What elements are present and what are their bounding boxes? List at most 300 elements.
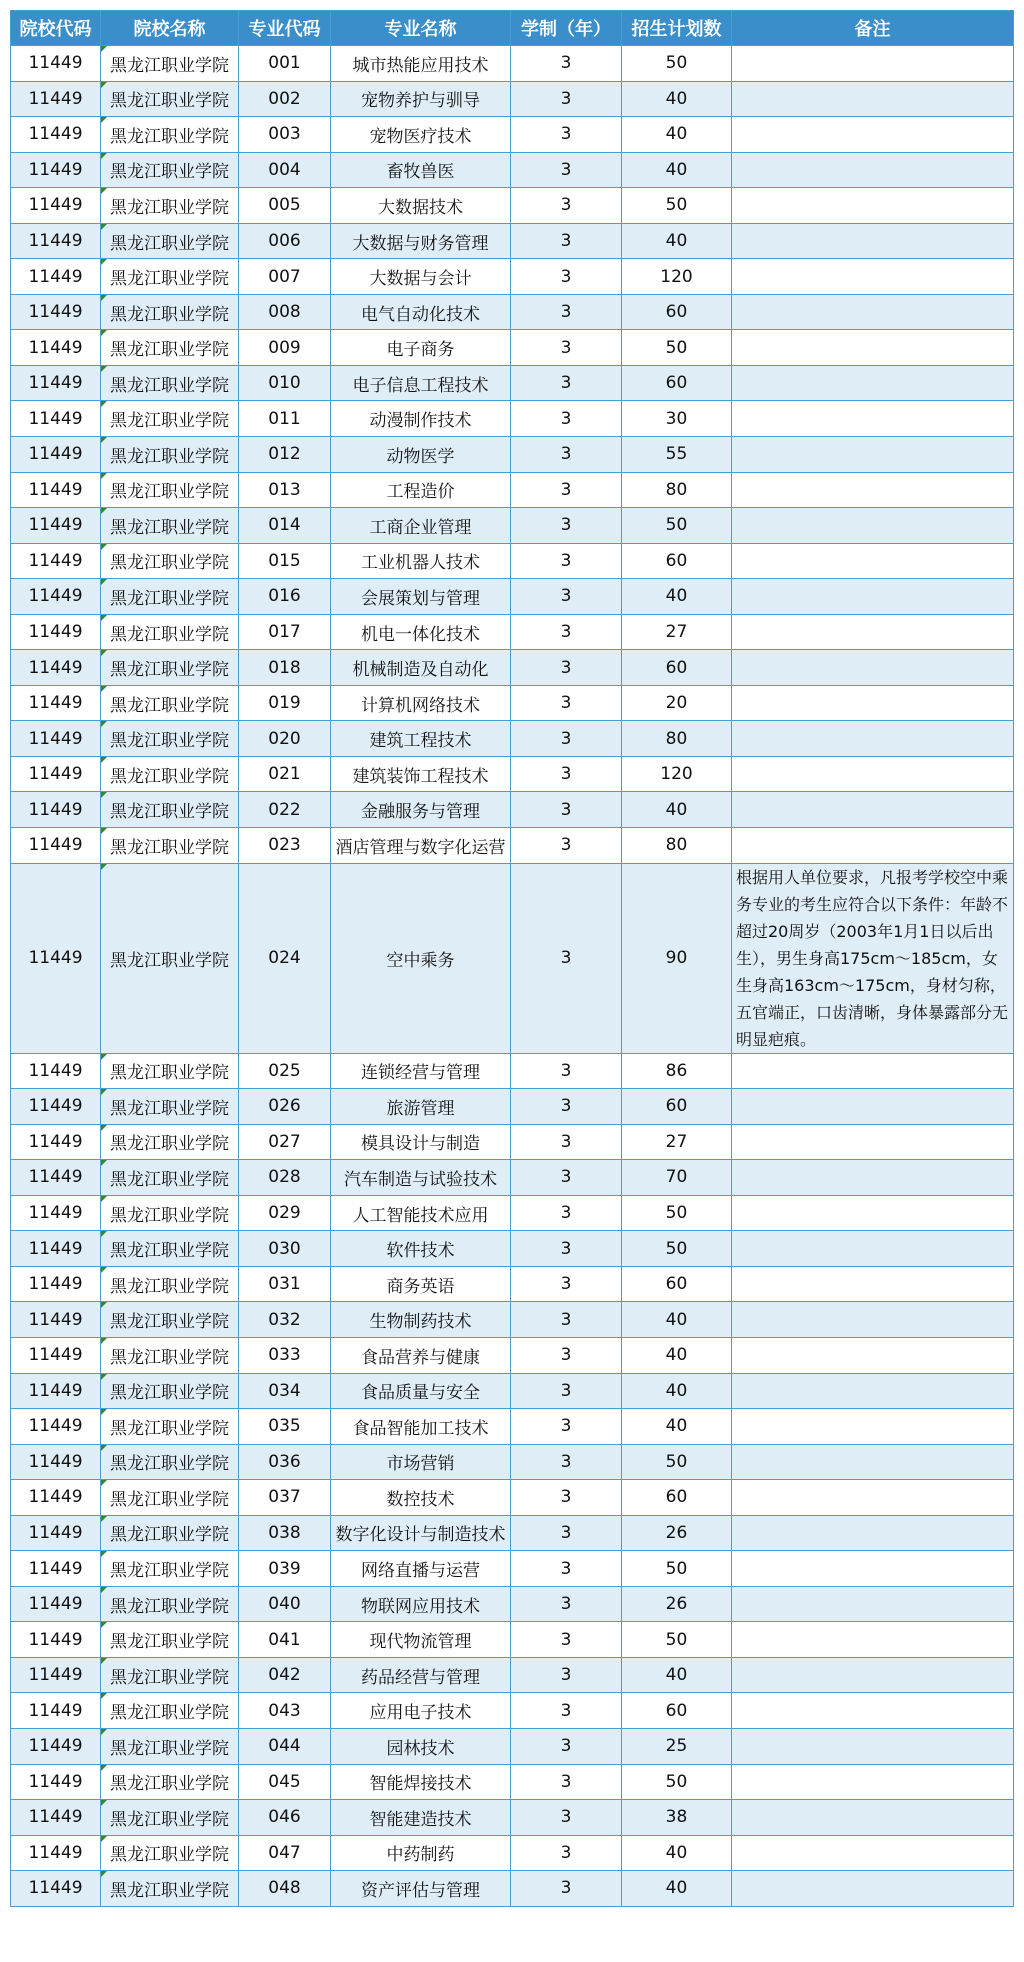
table-row [11, 188, 1014, 224]
cell-years: 3 [511, 1444, 622, 1480]
cell-school-code: 11449 [11, 1089, 101, 1125]
table-row [11, 1515, 1014, 1551]
cell-years: 3 [511, 756, 622, 792]
cell-note [732, 1053, 1014, 1089]
table-row [11, 1480, 1014, 1516]
cell-plan-count: 40 [622, 1373, 732, 1409]
cell-plan-count: 40 [622, 1409, 732, 1445]
cell-plan-count: 80 [622, 472, 732, 508]
table-row [11, 401, 1014, 437]
cell-years: 3 [511, 543, 622, 579]
cell-major-name: 大数据与会计 [331, 259, 511, 295]
cell-school-code: 11449 [11, 1053, 101, 1089]
cell-school-name: 黑龙江职业学院 [101, 1337, 239, 1373]
cell-school-code: 11449 [11, 259, 101, 295]
cell-school-code: 11449 [11, 543, 101, 579]
cell-school-code: 11449 [11, 1480, 101, 1516]
cell-plan-count: 40 [622, 1835, 732, 1871]
cell-note [732, 579, 1014, 615]
cell-years: 3 [511, 1124, 622, 1160]
cell-note [732, 472, 1014, 508]
cell-years: 3 [511, 188, 622, 224]
table-row [11, 1835, 1014, 1871]
cell-school-name: 黑龙江职业学院 [101, 756, 239, 792]
cell-years: 3 [511, 1835, 622, 1871]
cell-major-name: 电子商务 [331, 330, 511, 366]
table-row [11, 1657, 1014, 1693]
cell-major-name: 网络直播与运营 [331, 1551, 511, 1587]
cell-note [732, 330, 1014, 366]
cell-major-code: 002 [239, 81, 331, 117]
table-row [11, 1160, 1014, 1196]
header-school-name: 院校名称 [101, 11, 239, 46]
cell-plan-count: 25 [622, 1728, 732, 1764]
table-row [11, 1302, 1014, 1338]
cell-school-name: 黑龙江职业学院 [101, 1728, 239, 1764]
table-row [11, 828, 1014, 864]
cell-major-code: 036 [239, 1444, 331, 1480]
cell-major-name: 汽车制造与试验技术 [331, 1160, 511, 1196]
cell-years: 3 [511, 614, 622, 650]
cell-note [732, 685, 1014, 721]
cell-school-code: 11449 [11, 1444, 101, 1480]
table-row [11, 543, 1014, 579]
table-row [11, 365, 1014, 401]
cell-major-code: 013 [239, 472, 331, 508]
cell-school-code: 11449 [11, 614, 101, 650]
cell-plan-count: 86 [622, 1053, 732, 1089]
cell-plan-count: 70 [622, 1160, 732, 1196]
table-row [11, 152, 1014, 188]
cell-school-name: 黑龙江职业学院 [101, 650, 239, 686]
cell-major-name: 会展策划与管理 [331, 579, 511, 615]
cell-school-name: 黑龙江职业学院 [101, 1480, 239, 1516]
cell-major-code: 035 [239, 1409, 331, 1445]
cell-note [732, 1409, 1014, 1445]
cell-note [732, 1693, 1014, 1729]
cell-major-name: 动漫制作技术 [331, 401, 511, 437]
cell-school-name: 黑龙江职业学院 [101, 188, 239, 224]
table-row [11, 472, 1014, 508]
table-row [11, 1444, 1014, 1480]
cell-major-name: 动物医学 [331, 437, 511, 473]
cell-major-code: 020 [239, 721, 331, 757]
cell-plan-count: 50 [622, 1444, 732, 1480]
cell-plan-count: 40 [622, 579, 732, 615]
table-row [11, 792, 1014, 828]
table-row [11, 1551, 1014, 1587]
table-row [11, 579, 1014, 615]
cell-major-code: 044 [239, 1728, 331, 1764]
table-row [11, 1266, 1014, 1302]
enrollment-plan-table [10, 10, 1014, 1907]
header-row [11, 11, 1014, 46]
cell-school-code: 11449 [11, 1871, 101, 1907]
cell-school-name: 黑龙江职业学院 [101, 1266, 239, 1302]
cell-school-name: 黑龙江职业学院 [101, 1089, 239, 1125]
cell-major-name: 宠物医疗技术 [331, 117, 511, 153]
cell-school-code: 11449 [11, 1337, 101, 1373]
cell-years: 3 [511, 721, 622, 757]
cell-major-code: 022 [239, 792, 331, 828]
cell-school-name: 黑龙江职业学院 [101, 437, 239, 473]
cell-school-code: 11449 [11, 472, 101, 508]
cell-major-code: 018 [239, 650, 331, 686]
cell-note [732, 1800, 1014, 1836]
cell-school-code: 11449 [11, 437, 101, 473]
cell-school-code: 11449 [11, 1231, 101, 1267]
cell-school-name: 黑龙江职业学院 [101, 1124, 239, 1160]
cell-plan-count: 26 [622, 1586, 732, 1622]
cell-years: 3 [511, 1337, 622, 1373]
cell-years: 3 [511, 579, 622, 615]
cell-note [732, 1124, 1014, 1160]
cell-school-name: 黑龙江职业学院 [101, 259, 239, 295]
table-row [11, 1622, 1014, 1658]
cell-major-name: 数字化设计与制造技术 [331, 1515, 511, 1551]
cell-school-code: 11449 [11, 81, 101, 117]
cell-plan-count: 38 [622, 1800, 732, 1836]
cell-years: 3 [511, 685, 622, 721]
cell-school-code: 11449 [11, 1266, 101, 1302]
cell-major-code: 015 [239, 543, 331, 579]
cell-years: 3 [511, 294, 622, 330]
cell-major-code: 031 [239, 1266, 331, 1302]
cell-school-code: 11449 [11, 117, 101, 153]
table-row [11, 1373, 1014, 1409]
table-row [11, 259, 1014, 295]
cell-major-name: 药品经营与管理 [331, 1657, 511, 1693]
cell-years: 3 [511, 152, 622, 188]
cell-note [732, 1160, 1014, 1196]
header-plan-count: 招生计划数 [622, 11, 732, 46]
cell-school-name: 黑龙江职业学院 [101, 1551, 239, 1587]
cell-years: 3 [511, 1657, 622, 1693]
cell-note [732, 650, 1014, 686]
table-row [11, 81, 1014, 117]
cell-school-name: 黑龙江职业学院 [101, 365, 239, 401]
table-row [11, 223, 1014, 259]
cell-note [732, 1657, 1014, 1693]
cell-school-name: 黑龙江职业学院 [101, 863, 239, 1053]
cell-note [732, 1373, 1014, 1409]
cell-plan-count: 50 [622, 1231, 732, 1267]
cell-note [732, 1480, 1014, 1516]
table-row [11, 1089, 1014, 1125]
cell-major-code: 023 [239, 828, 331, 864]
cell-plan-count: 60 [622, 294, 732, 330]
table-row [11, 863, 1014, 1053]
cell-school-name: 黑龙江职业学院 [101, 1444, 239, 1480]
table-row [11, 1800, 1014, 1836]
cell-major-name: 工业机器人技术 [331, 543, 511, 579]
cell-school-name: 黑龙江职业学院 [101, 1231, 239, 1267]
table-row [11, 46, 1014, 82]
cell-plan-count: 60 [622, 1693, 732, 1729]
cell-major-code: 017 [239, 614, 331, 650]
table-row [11, 1728, 1014, 1764]
cell-major-name: 软件技术 [331, 1231, 511, 1267]
cell-plan-count: 40 [622, 1302, 732, 1338]
cell-years: 3 [511, 46, 622, 82]
table-row [11, 1053, 1014, 1089]
cell-school-name: 黑龙江职业学院 [101, 1871, 239, 1907]
cell-major-name: 园林技术 [331, 1728, 511, 1764]
cell-years: 3 [511, 330, 622, 366]
table-row [11, 1409, 1014, 1445]
cell-years: 3 [511, 1373, 622, 1409]
cell-school-name: 黑龙江职业学院 [101, 1195, 239, 1231]
cell-school-code: 11449 [11, 1764, 101, 1800]
cell-plan-count: 60 [622, 1089, 732, 1125]
cell-major-code: 004 [239, 152, 331, 188]
cell-school-name: 黑龙江职业学院 [101, 81, 239, 117]
cell-school-code: 11449 [11, 650, 101, 686]
table-row [11, 721, 1014, 757]
cell-plan-count: 20 [622, 685, 732, 721]
cell-major-name: 金融服务与管理 [331, 792, 511, 828]
cell-school-name: 黑龙江职业学院 [101, 1373, 239, 1409]
cell-major-name: 数控技术 [331, 1480, 511, 1516]
cell-years: 3 [511, 1764, 622, 1800]
cell-years: 3 [511, 1231, 622, 1267]
cell-major-name: 食品智能加工技术 [331, 1409, 511, 1445]
cell-school-code: 11449 [11, 685, 101, 721]
cell-years: 3 [511, 1515, 622, 1551]
cell-school-code: 11449 [11, 828, 101, 864]
cell-school-code: 11449 [11, 579, 101, 615]
cell-school-name: 黑龙江职业学院 [101, 152, 239, 188]
cell-years: 3 [511, 365, 622, 401]
cell-school-code: 11449 [11, 508, 101, 544]
cell-years: 3 [511, 650, 622, 686]
cell-plan-count: 120 [622, 259, 732, 295]
cell-note: 根据用人单位要求，凡报考学校空中乘务专业的考生应符合以下条件：年龄不超过20周岁（2003年1月1日以后出生），男生身高175cm～185cm，女生身高163cm～175cm，身材匀称，五官端正，口齿清晰，身体暴露部分无明显疤痕。 [732, 863, 1014, 1053]
cell-note [732, 401, 1014, 437]
cell-years: 3 [511, 1728, 622, 1764]
cell-major-code: 007 [239, 259, 331, 295]
cell-note [732, 46, 1014, 82]
cell-school-name: 黑龙江职业学院 [101, 117, 239, 153]
cell-major-code: 021 [239, 756, 331, 792]
table-body [11, 46, 1014, 1907]
cell-years: 3 [511, 828, 622, 864]
cell-years: 3 [511, 1089, 622, 1125]
cell-years: 3 [511, 1053, 622, 1089]
cell-note [732, 152, 1014, 188]
cell-school-name: 黑龙江职业学院 [101, 1800, 239, 1836]
cell-major-code: 019 [239, 685, 331, 721]
cell-plan-count: 50 [622, 46, 732, 82]
cell-major-name: 建筑工程技术 [331, 721, 511, 757]
cell-major-code: 009 [239, 330, 331, 366]
cell-note [732, 1337, 1014, 1373]
cell-years: 3 [511, 437, 622, 473]
cell-major-name: 资产评估与管理 [331, 1871, 511, 1907]
cell-plan-count: 55 [622, 437, 732, 473]
cell-major-code: 030 [239, 1231, 331, 1267]
cell-school-code: 11449 [11, 223, 101, 259]
cell-note [732, 1586, 1014, 1622]
cell-school-name: 黑龙江职业学院 [101, 1515, 239, 1551]
cell-plan-count: 50 [622, 508, 732, 544]
cell-note [732, 756, 1014, 792]
cell-school-code: 11449 [11, 792, 101, 828]
cell-years: 3 [511, 1871, 622, 1907]
cell-years: 3 [511, 1622, 622, 1658]
cell-years: 3 [511, 259, 622, 295]
cell-school-code: 11449 [11, 1409, 101, 1445]
cell-school-code: 11449 [11, 1515, 101, 1551]
cell-major-name: 旅游管理 [331, 1089, 511, 1125]
table-row [11, 1195, 1014, 1231]
cell-plan-count: 26 [622, 1515, 732, 1551]
cell-school-name: 黑龙江职业学院 [101, 1586, 239, 1622]
cell-school-name: 黑龙江职业学院 [101, 828, 239, 864]
cell-major-name: 大数据与财务管理 [331, 223, 511, 259]
table-row [11, 1693, 1014, 1729]
cell-plan-count: 60 [622, 650, 732, 686]
cell-note [732, 792, 1014, 828]
table-row [11, 756, 1014, 792]
cell-school-code: 11449 [11, 863, 101, 1053]
cell-school-name: 黑龙江职业学院 [101, 508, 239, 544]
cell-years: 3 [511, 1480, 622, 1516]
cell-school-code: 11449 [11, 1302, 101, 1338]
cell-plan-count: 40 [622, 1871, 732, 1907]
cell-school-code: 11449 [11, 46, 101, 82]
cell-note [732, 117, 1014, 153]
cell-years: 3 [511, 792, 622, 828]
table-row [11, 1586, 1014, 1622]
cell-major-code: 046 [239, 1800, 331, 1836]
cell-major-code: 005 [239, 188, 331, 224]
cell-major-code: 038 [239, 1515, 331, 1551]
cell-plan-count: 30 [622, 401, 732, 437]
cell-major-code: 048 [239, 1871, 331, 1907]
cell-major-code: 006 [239, 223, 331, 259]
cell-school-name: 黑龙江职业学院 [101, 46, 239, 82]
cell-school-name: 黑龙江职业学院 [101, 579, 239, 615]
cell-note [732, 1764, 1014, 1800]
cell-major-code: 011 [239, 401, 331, 437]
cell-plan-count: 40 [622, 152, 732, 188]
cell-major-code: 027 [239, 1124, 331, 1160]
cell-major-name: 市场营销 [331, 1444, 511, 1480]
cell-plan-count: 40 [622, 792, 732, 828]
cell-plan-count: 80 [622, 721, 732, 757]
cell-major-code: 024 [239, 863, 331, 1053]
header-years: 学制（年） [511, 11, 622, 46]
header-school-code: 院校代码 [11, 11, 101, 46]
cell-note [732, 1231, 1014, 1267]
cell-school-code: 11449 [11, 1373, 101, 1409]
cell-years: 3 [511, 1800, 622, 1836]
cell-years: 3 [511, 1409, 622, 1445]
cell-major-name: 应用电子技术 [331, 1693, 511, 1729]
cell-plan-count: 27 [622, 614, 732, 650]
cell-plan-count: 40 [622, 223, 732, 259]
cell-major-code: 034 [239, 1373, 331, 1409]
cell-major-code: 033 [239, 1337, 331, 1373]
header-major-code: 专业代码 [239, 11, 331, 46]
table-row [11, 1124, 1014, 1160]
cell-major-name: 智能建造技术 [331, 1800, 511, 1836]
cell-school-name: 黑龙江职业学院 [101, 1693, 239, 1729]
cell-major-code: 012 [239, 437, 331, 473]
cell-major-name: 机械制造及自动化 [331, 650, 511, 686]
cell-note [732, 437, 1014, 473]
table-row [11, 1764, 1014, 1800]
cell-note [732, 1622, 1014, 1658]
cell-major-name: 模具设计与制造 [331, 1124, 511, 1160]
cell-major-name: 生物制药技术 [331, 1302, 511, 1338]
table-row [11, 685, 1014, 721]
cell-major-name: 连锁经营与管理 [331, 1053, 511, 1089]
cell-school-code: 11449 [11, 365, 101, 401]
cell-major-name: 畜牧兽医 [331, 152, 511, 188]
cell-years: 3 [511, 508, 622, 544]
cell-school-name: 黑龙江职业学院 [101, 330, 239, 366]
cell-school-name: 黑龙江职业学院 [101, 614, 239, 650]
cell-major-name: 宠物养护与驯导 [331, 81, 511, 117]
cell-major-code: 032 [239, 1302, 331, 1338]
cell-school-name: 黑龙江职业学院 [101, 1622, 239, 1658]
cell-plan-count: 50 [622, 1195, 732, 1231]
cell-school-name: 黑龙江职业学院 [101, 472, 239, 508]
cell-major-name: 工商企业管理 [331, 508, 511, 544]
cell-plan-count: 50 [622, 1764, 732, 1800]
header-note: 备注 [732, 11, 1014, 46]
cell-major-name: 智能焊接技术 [331, 1764, 511, 1800]
cell-major-code: 001 [239, 46, 331, 82]
cell-major-name: 电子信息工程技术 [331, 365, 511, 401]
cell-school-code: 11449 [11, 188, 101, 224]
cell-school-code: 11449 [11, 1124, 101, 1160]
cell-school-name: 黑龙江职业学院 [101, 1160, 239, 1196]
table-row [11, 330, 1014, 366]
cell-years: 3 [511, 1551, 622, 1587]
cell-major-name: 建筑装饰工程技术 [331, 756, 511, 792]
cell-plan-count: 27 [622, 1124, 732, 1160]
cell-plan-count: 60 [622, 1266, 732, 1302]
cell-school-name: 黑龙江职业学院 [101, 1657, 239, 1693]
cell-school-code: 11449 [11, 1160, 101, 1196]
cell-major-name: 空中乘务 [331, 863, 511, 1053]
cell-years: 3 [511, 401, 622, 437]
cell-note [732, 508, 1014, 544]
cell-note [732, 721, 1014, 757]
cell-major-code: 045 [239, 1764, 331, 1800]
cell-plan-count: 60 [622, 365, 732, 401]
cell-school-code: 11449 [11, 1835, 101, 1871]
cell-school-code: 11449 [11, 1657, 101, 1693]
cell-major-code: 042 [239, 1657, 331, 1693]
cell-years: 3 [511, 1586, 622, 1622]
cell-note [732, 614, 1014, 650]
header-major-name: 专业名称 [331, 11, 511, 46]
cell-note [732, 1089, 1014, 1125]
cell-plan-count: 40 [622, 1657, 732, 1693]
cell-major-code: 040 [239, 1586, 331, 1622]
cell-major-name: 工程造价 [331, 472, 511, 508]
cell-years: 3 [511, 223, 622, 259]
cell-note [732, 1551, 1014, 1587]
table-row [11, 437, 1014, 473]
cell-school-name: 黑龙江职业学院 [101, 223, 239, 259]
cell-note [732, 1728, 1014, 1764]
cell-note [732, 188, 1014, 224]
